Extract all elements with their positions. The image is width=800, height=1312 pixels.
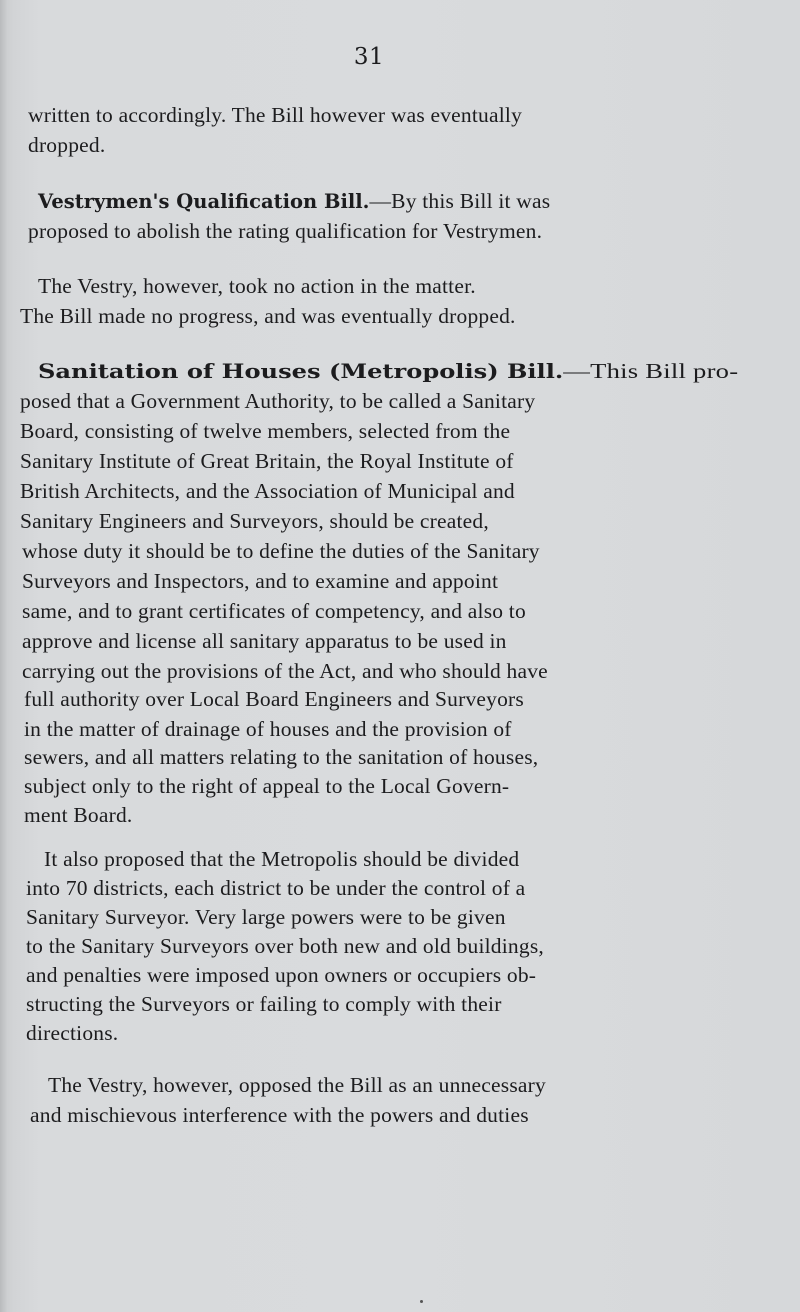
text-line: and penalties were imposed upon owners or occupiers ob- xyxy=(26,963,537,987)
text-line: full authority over Local Board Engineers and Surveyors xyxy=(24,687,524,711)
text-line: ment Board. xyxy=(24,803,133,827)
text-line: The Vestry, however, opposed the Bill as an unnecessary xyxy=(48,1073,546,1097)
text-line: proposed to abolish the rating qualification for Vestrymen. xyxy=(28,219,543,243)
text-line: same, and to grant certificates of competency, and also to xyxy=(22,599,526,623)
text-line: structing the Surveyors or failing to comply with their xyxy=(26,992,502,1016)
text-line: Board, consisting of twelve members, selected from the xyxy=(20,419,511,443)
text-line: sewers, and all matters relating to the sanitation of houses, xyxy=(24,745,539,769)
text-line: and mischievous interference with the powers and duties xyxy=(30,1103,529,1127)
page-number: 31 xyxy=(353,44,385,70)
text-line: whose duty it should be to define the duties of the Sanitary xyxy=(22,539,540,563)
text-line: directions. xyxy=(26,1021,119,1045)
section-heading: Sanitation of Houses (Metropolis) Bill. xyxy=(38,360,564,383)
text-line: British Architects, and the Association of Municipal and xyxy=(20,479,515,503)
text-line xyxy=(38,356,738,387)
text-line: approve and license all sanitary apparatus to be used in xyxy=(22,629,507,653)
text-line: into 70 districts, each district to be under the control of a xyxy=(26,876,526,900)
text-run: —By this Bill it was xyxy=(369,189,551,213)
section-heading: Vestrymen's Qualification Bill. xyxy=(38,190,370,213)
text-line: dropped. xyxy=(28,133,106,157)
printers-mark xyxy=(420,1300,423,1303)
text-line: Sanitary Institute of Great Britain, the Royal Institute of xyxy=(20,449,514,473)
text-run: —This Bill pro- xyxy=(563,359,739,383)
text-line xyxy=(38,186,550,217)
text-line: The Bill made no progress, and was eventually dropped. xyxy=(20,304,516,328)
text-line: to the Sanitary Surveyors over both new and old buildings, xyxy=(26,934,544,958)
text-line: Sanitary Engineers and Surveyors, should be created, xyxy=(20,509,489,533)
text-line: carrying out the provisions of the Act, and who should have xyxy=(22,659,548,683)
text-line: written to accordingly. The Bill however was eventually xyxy=(28,103,523,127)
text-line: in the matter of drainage of houses and the provision of xyxy=(24,717,512,741)
page-edge xyxy=(0,0,8,1312)
text-line: Sanitary Surveyor. Very large powers were to be given xyxy=(26,905,506,929)
text-line: Surveyors and Inspectors, and to examine and appoint xyxy=(22,569,499,593)
text-line: The Vestry, however, took no action in the matter. xyxy=(38,274,476,298)
text-line: subject only to the right of appeal to the Local Govern- xyxy=(24,774,510,798)
text-line: posed that a Government Authority, to be called a Sanitary xyxy=(20,389,536,413)
text-line: It also proposed that the Metropolis should be divided xyxy=(44,847,520,871)
